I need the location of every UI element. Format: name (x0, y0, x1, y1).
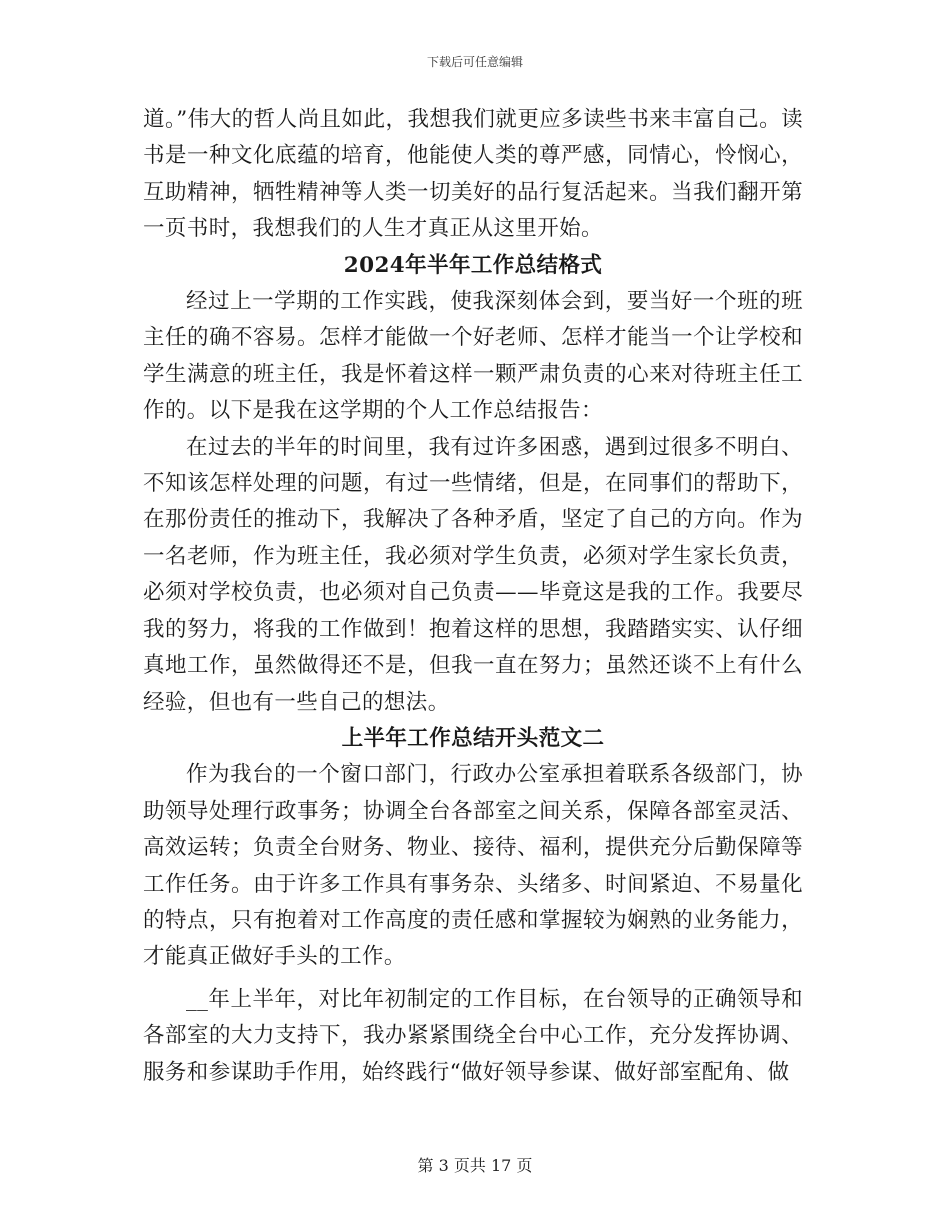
page-number: 第 3 页共 17 页 (417, 1156, 533, 1175)
paragraph-first-half-goals: __年上半年，对比年初制定的工作目标，在台领导的正确领导和各部室的大力支持下，我办紧紧围绕全台中心工作，充分发挥协调、服务和参谋助手作用，始终践行“做好领导参谋、做好部室配角、做 (143, 986, 803, 1085)
section-heading-summary-format: 2024年半年工作总结格式 (343, 252, 603, 278)
document-body (143, 102, 803, 1091)
section-heading-sample-two: 上半年工作总结开头范文二 (341, 725, 605, 751)
paragraph-past-half-year: 在过去的半年的时间里，我有过许多困惑，遇到过很多不明白、不知该怎样处理的问题，有过一些情绪，但是，在同事们的帮助下，在那份责任的推动下，我解决了各种矛盾，坚定了自己的方向。作为一名老师，作为班主任，我必须对学生负责，必须对学生家长负责，必须对学校负责，也必须对自己负责——毕竟这是我的工作。我要尽我的努力，将我的工作做到！抱着这样的思想，我踏踏实实、认仔细真地工作，虽然做得还不是，但我一直在努力；虽然还谈不上有什么经验，但也有一些自己的想法。 (143, 434, 803, 715)
paragraph-admin-office: 作为我台的一个窗口部门，行政办公室承担着联系各级部门，协助领导处理行政事务；协调全台各部室之间关系，保障各部室灵活、高效运转；负责全台财务、物业、接待、福利，提供充分后勤保障等工作任务。由于许多工作具有事务杂、头绪多、时间紧迫、不易量化的特点，只有抱着对工作高度的责任感和掌握较为娴熟的业务能力，才能真正做好手头的工作。 (143, 762, 803, 970)
paragraph-class-teacher-intro: 经过上一学期的工作实践，使我深刻体会到，要当好一个班的班主任的确不容易。怎样才能做一个好老师、怎样才能当一个让学校和学生满意的班主任，我是怀着这样一颗严肃负责的心来对待班主任工作的。以下是我在这学期的个人工作总结报告： (143, 289, 803, 424)
paragraph-reading-conclusion: 道。”伟大的哲人尚且如此，我想我们就更应多读些书来丰富自己。读书是一种文化底蕴的培育，他能使人类的尊严感，同情心，怜悯心，互助精神，牺牲精神等人类一切美好的品行复活起来。当我们翻开第一页书时，我想我们的人生才真正从这里开始。 (143, 107, 803, 242)
page-header-note: 下载后可任意编辑 (426, 55, 523, 69)
